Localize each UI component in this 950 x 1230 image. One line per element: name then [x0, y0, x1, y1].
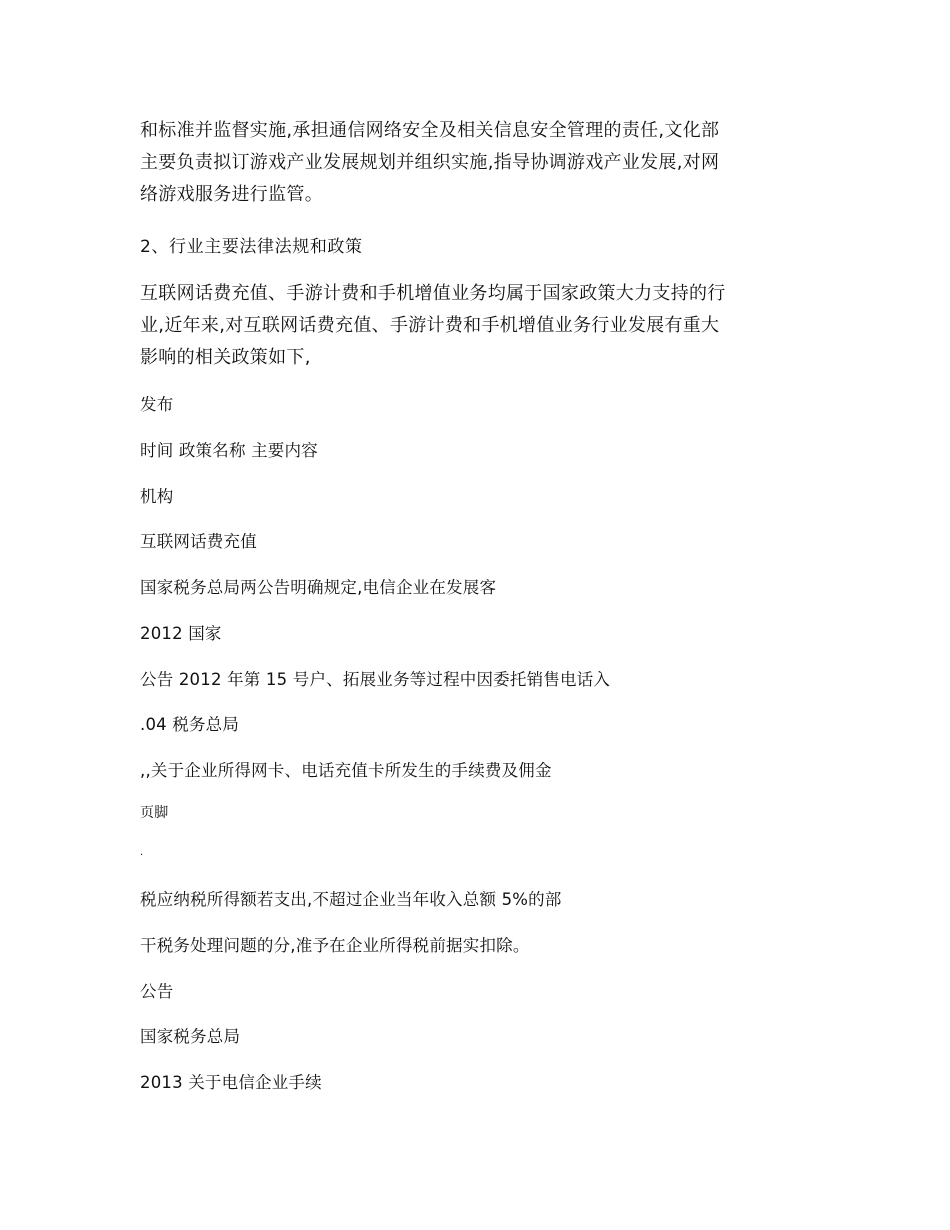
section-heading: 2、行业主要法律法规和政策	[140, 237, 363, 257]
intro-line-3: 络游戏服务进行监管。	[140, 184, 323, 205]
policy-line-1: 互联网话费充值、手游计费和手机增值业务均属于国家政策大力支持的行	[140, 283, 726, 304]
table-fragment-agency: 机构	[140, 487, 174, 506]
page-footer-dot: .	[140, 847, 144, 858]
table-fragment-row-6: 税应纳税所得额若支出,不超过企业当年收入总额 5%的部	[140, 890, 562, 909]
table-fragment-row-3: 公告 2012 年第 15 号户、拓展业务等过程中因委托销售电话入	[140, 670, 611, 689]
table-fragment-announcement: 公告	[140, 982, 174, 1001]
table-fragment-publish: 发布	[140, 395, 174, 414]
table-fragment-header: 时间 政策名称 主要内容	[140, 441, 318, 460]
intro-line-2: 主要负责拟订游戏产业发展规划并组织实施,指导协调游戏产业发展,对网	[140, 152, 720, 173]
table-fragment-tax-bureau: 国家税务总局	[140, 1027, 241, 1046]
table-fragment-row-7: 干税务处理问题的分,准予在企业所得税前据实扣除。	[140, 936, 530, 955]
intro-paragraph	[140, 115, 820, 211]
policy-line-2: 业,近年来,对互联网话费充值、手游计费和手机增值业务行业发展有重大	[140, 315, 720, 336]
table-fragment-row-8: 2013 关于电信企业手续	[140, 1073, 322, 1092]
table-fragment-category: 互联网话费充值	[140, 532, 257, 551]
table-fragment-row-4: .04 税务总局	[140, 715, 240, 734]
intro-line-1: 和标准并监督实施,承担通信网络安全及相关信息安全管理的责任,文化部	[140, 120, 720, 141]
page-footer-label: 页脚	[140, 805, 169, 821]
table-fragment-row-5: ,,关于企业所得网卡、电话充值卡所发生的手续费及佣金	[140, 761, 552, 780]
table-fragment-row-2: 2012 国家	[140, 624, 222, 643]
policy-paragraph	[140, 278, 820, 374]
policy-line-3: 影响的相关政策如下,	[140, 347, 311, 368]
table-fragment-row-1: 国家税务总局两公告明确规定,电信企业在发展客	[140, 578, 497, 597]
